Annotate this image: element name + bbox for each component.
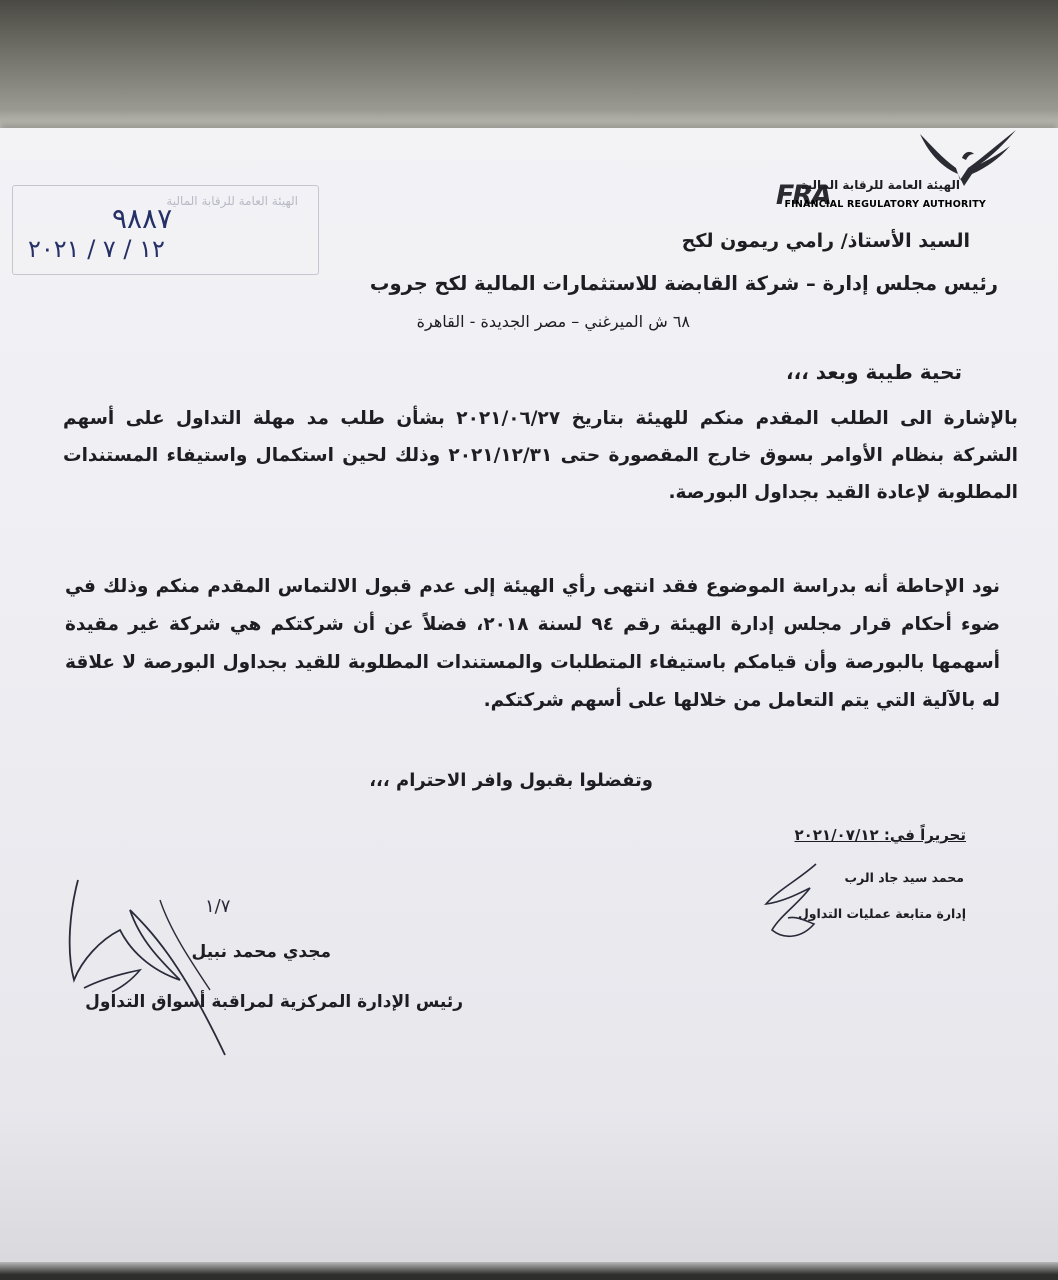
letterhead-logo (752, 128, 1022, 218)
signatory-signature-icon (60, 870, 250, 1060)
recipient-address: ٦٨ ش الميرغني – مصر الجديدة - القاهرة (416, 312, 690, 331)
signatory-name: مجدي محمد نبيل (191, 942, 331, 962)
signatory-title: رئيس الإدارة المركزية لمراقبة أسواق التداول (85, 992, 463, 1012)
issue-date-label: تحريراً في: (883, 826, 966, 844)
fra-logo-mark: FRA (775, 180, 830, 211)
initials-signature-icon (758, 860, 828, 946)
authority-name-en: FINANCIAL REGULATORY AUTHORITY (784, 199, 986, 210)
issue-date-value: ٢٠٢١/٠٧/١٢ (794, 826, 879, 844)
stamp-faint-text: الهيئة العامة للرقابة المالية (166, 194, 298, 208)
body-paragraph-1: بالإشارة الى الطلب المقدم منكم للهيئة بتاريخ ٢٠٢١/٠٦/٢٧ بشأن طلب مد مهلة التداول على أسهم الشركة بنظام الأوامر بسوق خارج المقصورة حتى ٢٠٢١/١٢/٣١ وذلك لحين استكمال واستيفاء المستندات المطلوبة لإعادة القيد بجداول البورصة. (63, 408, 1018, 503)
greeting: تحية طيبة وبعد ،،، (786, 360, 962, 384)
registration-number: ٩٨٨٧ (112, 202, 173, 235)
closing-line: وتفضلوا بقبول وافر الاحترام ،،، (369, 770, 653, 791)
recipient-name: السيد الأستاذ/ رامي ريمون لكح (681, 230, 970, 252)
issue-date (794, 826, 966, 844)
body-paragraph-2: نود الإحاطة أنه بدراسة الموضوع فقد انتهى رأي الهيئة إلى عدم قبول الالتماس المقدم منكم وذلك في ضوء أحكام قرار مجلس إدارة الهيئة رقم ٩٤ لسنة ٢٠١٨، فضلاً عن أن شركتكم هي شركة غير مقيدة أسهمها بالبورصة وأن قيامكم باستيفاء المتطلبات والمستندات المطلوبة للقيد بجداول البورصة لا علاقة له بالآلية التي يتم التعامل من خلالها على أسهم شركتكم. (65, 576, 1000, 711)
signatory-note: ١/٧ (205, 896, 231, 917)
bottom-shadow-strip (0, 1262, 1058, 1280)
registration-date: ١٢ / ٧ / ٢٠٢١ (28, 235, 165, 263)
initials-name: محمد سيد جاد الرب (844, 870, 964, 885)
recipient-title: رئيس مجلس إدارة – شركة القابضة للاستثمارات المالية لكح جروب (369, 272, 998, 295)
initials-department: إدارة متابعة عمليات التداول (797, 906, 966, 921)
authority-name-ar: الهيئة العامة للرقابة المالية (800, 178, 960, 192)
